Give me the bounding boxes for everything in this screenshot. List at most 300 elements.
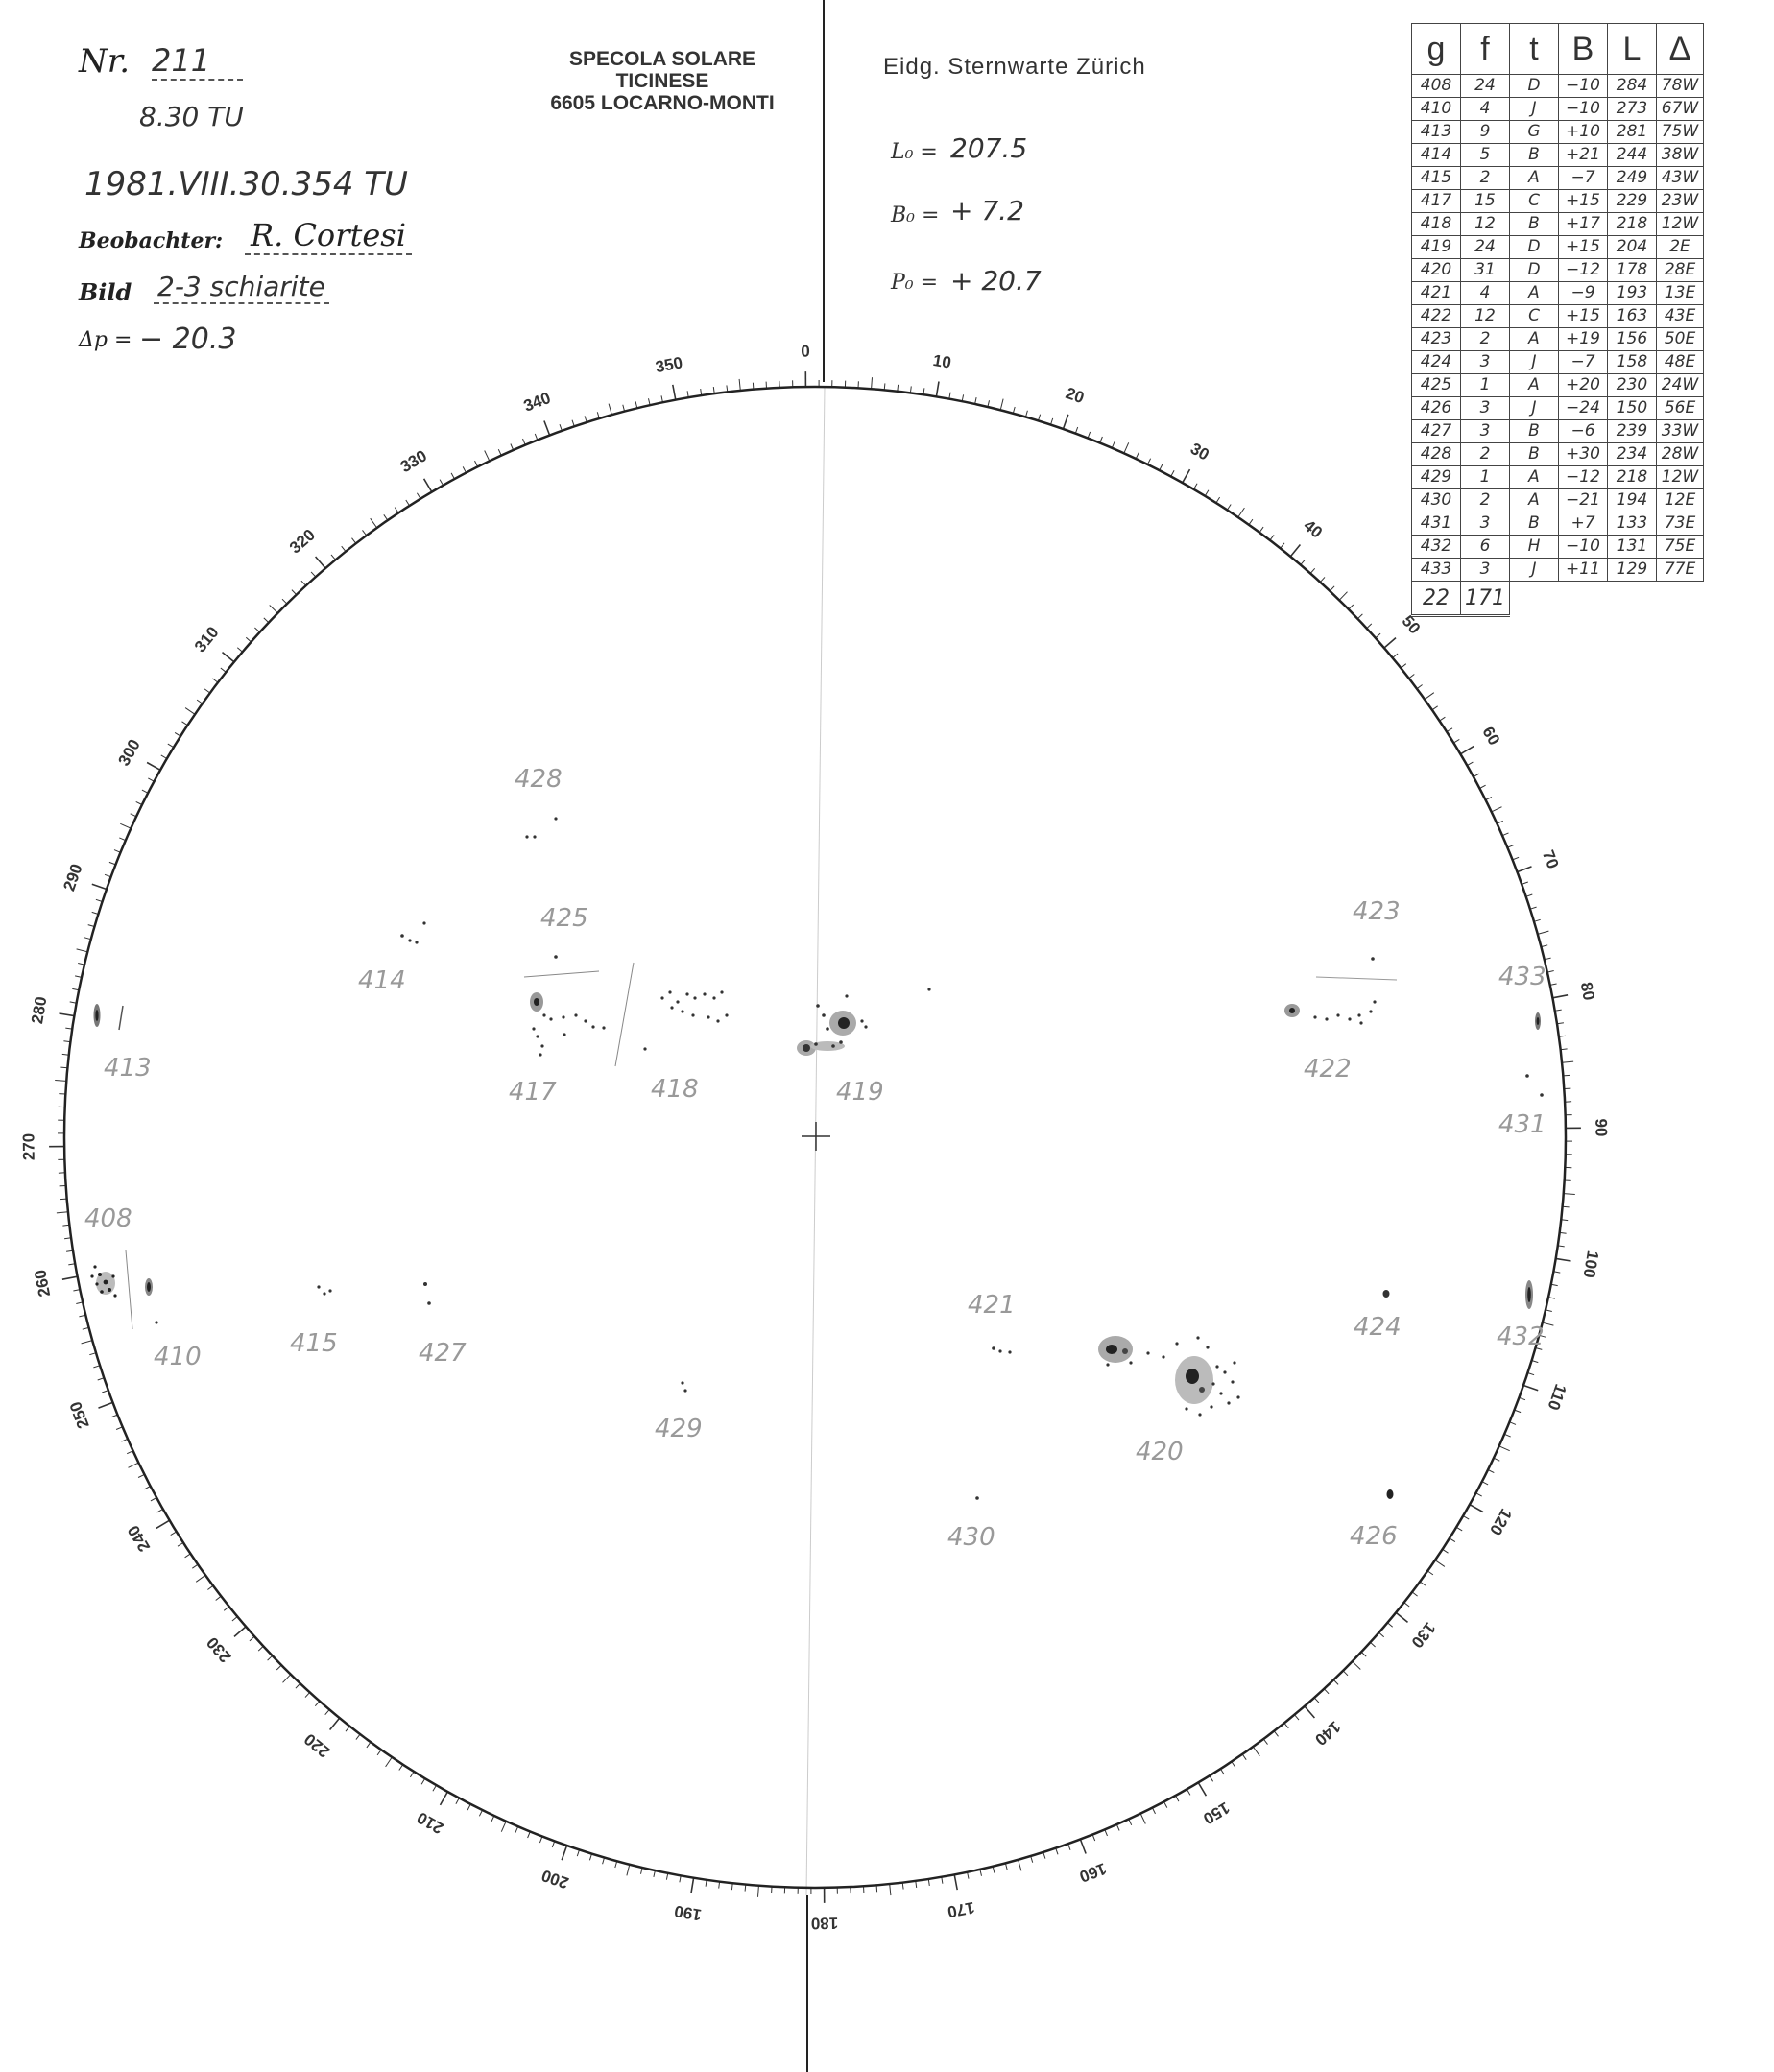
degree-tick — [562, 1846, 566, 1860]
observatory-line: SPECOLA SOLARE — [568, 48, 756, 70]
table-cell: 12W — [1657, 213, 1704, 236]
table-row — [1412, 328, 1704, 351]
sunspot-group-415 — [317, 1285, 331, 1295]
table-cell: 426 — [1412, 397, 1461, 420]
total-groups: 22 — [1412, 582, 1461, 616]
table-cell: 133 — [1608, 512, 1657, 536]
table-cell: A — [1510, 466, 1559, 489]
table-cell: 249 — [1608, 167, 1657, 190]
table-cell: 273 — [1608, 98, 1657, 121]
degree-tick — [1064, 415, 1068, 429]
table-cell: 12 — [1461, 305, 1510, 328]
degree-tick — [283, 1675, 291, 1683]
sunspot-group-432 — [1525, 1280, 1533, 1309]
table-cell: 413 — [1412, 121, 1461, 144]
degree-tick — [485, 451, 490, 462]
table-cell: +15 — [1559, 305, 1608, 328]
degree-tick — [441, 1792, 448, 1805]
table-cell: 3 — [1461, 512, 1510, 536]
table-cell: 425 — [1412, 374, 1461, 397]
table-cell: 73E — [1657, 512, 1704, 536]
table-cell: +10 — [1559, 121, 1608, 144]
table-cell: +15 — [1559, 190, 1608, 213]
degree-tick — [1518, 867, 1532, 872]
degree-label: 170 — [946, 1897, 976, 1921]
degree-tick — [424, 479, 432, 492]
table-cell: 433 — [1412, 559, 1461, 582]
table-cell: 43E — [1657, 305, 1704, 328]
table-cell: +7 — [1559, 512, 1608, 536]
sunspot-group-433 — [1535, 1012, 1541, 1030]
table-row — [1412, 190, 1704, 213]
observatory-line: 6605 LOCARNO-MONTI — [550, 92, 775, 114]
degree-label: 70 — [1538, 847, 1563, 871]
table-cell: 3 — [1461, 420, 1510, 443]
table-cell: J — [1510, 98, 1559, 121]
table-row — [1412, 167, 1704, 190]
degree-tick — [99, 1402, 113, 1408]
table-cell: 33W — [1657, 420, 1704, 443]
table-row — [1412, 75, 1704, 98]
table-row — [1412, 443, 1704, 466]
table-row — [1412, 98, 1704, 121]
sunspot-group-425 — [524, 955, 599, 977]
degree-tick — [92, 884, 107, 889]
table-cell: 410 — [1412, 98, 1461, 121]
table-cell: 28W — [1657, 443, 1704, 466]
sunspot-group-408 — [90, 1250, 132, 1329]
degree-tick — [1140, 1814, 1145, 1824]
table-cell: A — [1510, 489, 1559, 512]
group-label: 428 — [515, 765, 563, 794]
degree-tick — [386, 1757, 393, 1767]
total-spots: 171 — [1461, 582, 1510, 616]
degree-tick — [739, 379, 740, 391]
degree-tick — [1019, 1860, 1021, 1871]
table-cell: B — [1510, 144, 1559, 167]
group-label: 424 — [1354, 1313, 1402, 1342]
table-cell: H — [1510, 536, 1559, 559]
group-label: 414 — [358, 966, 406, 995]
group-label: 433 — [1498, 963, 1546, 991]
degree-tick — [270, 606, 278, 613]
table-total-row — [1412, 582, 1704, 616]
degree-tick — [1396, 1612, 1407, 1622]
table-cell: D — [1510, 236, 1559, 259]
table-row — [1412, 144, 1704, 167]
table-cell: 418 — [1412, 213, 1461, 236]
degree-tick — [147, 763, 160, 771]
l0-label: L₀ = — [891, 140, 938, 164]
degree-label: 50 — [1398, 611, 1425, 638]
degree-label: 280 — [28, 995, 51, 1026]
table-cell: 3 — [1461, 559, 1510, 582]
table-cell: 431 — [1412, 512, 1461, 536]
degree-tick — [1523, 1386, 1538, 1391]
sunspot-group-427 — [423, 1282, 431, 1305]
degree-label: 180 — [810, 1914, 839, 1933]
group-label: 410 — [154, 1343, 202, 1371]
table-cell: +15 — [1559, 236, 1608, 259]
table-cell: 422 — [1412, 305, 1461, 328]
table-cell: C — [1510, 305, 1559, 328]
table-cell: 218 — [1608, 466, 1657, 489]
table-cell: 2 — [1461, 443, 1510, 466]
sunspot-group-423 — [1316, 957, 1397, 980]
group-label: 425 — [540, 904, 588, 933]
table-row — [1412, 374, 1704, 397]
sunspot-group-421 — [992, 1346, 1011, 1353]
degree-label: 80 — [1576, 980, 1598, 1002]
p0-value: + 20.7 — [950, 265, 1042, 297]
degree-tick — [1305, 1706, 1315, 1718]
sunspot-group-428 — [525, 817, 557, 838]
degree-tick — [954, 1874, 957, 1890]
group-label: 423 — [1353, 897, 1401, 926]
table-cell: 281 — [1608, 121, 1657, 144]
group-label: 429 — [655, 1415, 703, 1443]
degree-tick — [1183, 469, 1190, 483]
degree-label: 110 — [1544, 1381, 1570, 1413]
table-cell: 12 — [1461, 213, 1510, 236]
degree-tick — [609, 404, 611, 416]
degree-label: 320 — [285, 525, 319, 558]
degree-label: 0 — [801, 342, 810, 361]
table-cell: 129 — [1608, 559, 1657, 582]
bild-value: 2-3 schiarite — [154, 271, 329, 304]
degree-tick — [1253, 1747, 1259, 1756]
degree-label: 220 — [300, 1729, 334, 1762]
b0-label: B₀ = — [891, 203, 940, 227]
table-cell: D — [1510, 259, 1559, 282]
sunspot-group-420 — [1098, 1336, 1240, 1417]
degree-label: 120 — [1486, 1505, 1516, 1538]
group-label: 432 — [1497, 1322, 1545, 1351]
table-cell: +11 — [1559, 559, 1608, 582]
table-cell: 9 — [1461, 121, 1510, 144]
degree-tick — [1339, 592, 1347, 601]
group-label: 421 — [968, 1291, 1016, 1320]
degree-label: 130 — [1407, 1618, 1440, 1652]
table-row — [1412, 397, 1704, 420]
table-cell: 430 — [1412, 489, 1461, 512]
table-cell: 38W — [1657, 144, 1704, 167]
degree-label: 90 — [1592, 1118, 1611, 1137]
degree-tick — [129, 1463, 139, 1467]
degree-label: 250 — [65, 1398, 93, 1432]
degree-tick — [55, 1081, 66, 1082]
sunspot-group-430 — [975, 1496, 979, 1500]
column-header: Δ — [1657, 24, 1704, 75]
table-header-row — [1412, 24, 1704, 75]
sunspot-group-422 — [1284, 1000, 1377, 1024]
degree-tick — [758, 1886, 759, 1897]
observer-label: Beobachter: — [79, 228, 224, 253]
table-cell: 193 — [1608, 282, 1657, 305]
degree-tick — [1353, 1661, 1361, 1669]
table-cell: 131 — [1608, 536, 1657, 559]
table-cell: +17 — [1559, 213, 1608, 236]
table-cell: +19 — [1559, 328, 1608, 351]
table-row — [1412, 536, 1704, 559]
empty-cell — [1510, 582, 1559, 616]
degree-label: 60 — [1478, 723, 1504, 749]
table-cell: A — [1510, 167, 1559, 190]
table-cell: +21 — [1559, 144, 1608, 167]
table-cell: B — [1510, 213, 1559, 236]
degree-tick — [1564, 1194, 1575, 1195]
sunspot-group-table — [1411, 23, 1704, 617]
table-row — [1412, 489, 1704, 512]
column-header: t — [1510, 24, 1559, 75]
table-cell: 417 — [1412, 190, 1461, 213]
degree-label: 310 — [190, 623, 223, 656]
degree-label: 190 — [673, 1901, 704, 1924]
degree-label: 350 — [654, 353, 684, 377]
table-cell: 218 — [1608, 213, 1657, 236]
table-cell: 204 — [1608, 236, 1657, 259]
sunspot-group-414 — [400, 921, 425, 943]
degree-tick — [890, 1884, 891, 1895]
degree-tick — [196, 1575, 205, 1582]
degree-tick — [872, 377, 873, 389]
table-cell: 5 — [1461, 144, 1510, 167]
p0-label: P₀ = — [891, 271, 939, 295]
degree-tick — [1238, 508, 1245, 517]
observation-date: 1981.VIII.30.354 TU — [84, 165, 408, 203]
table-cell: 234 — [1608, 443, 1657, 466]
degree-label: 20 — [1063, 383, 1087, 408]
degree-tick — [57, 1212, 68, 1213]
degree-label: 200 — [539, 1866, 571, 1893]
table-cell: 78W — [1657, 75, 1704, 98]
degree-tick — [1492, 807, 1502, 812]
degree-label: 160 — [1076, 1859, 1110, 1887]
bild-label: Bild — [79, 278, 132, 306]
degree-tick — [1552, 995, 1568, 998]
degree-label: 290 — [60, 861, 86, 893]
table-cell: −9 — [1559, 282, 1608, 305]
group-label: 427 — [419, 1339, 467, 1368]
empty-cell — [1608, 582, 1657, 616]
table-cell: 2 — [1461, 167, 1510, 190]
observatory-line: TICINESE — [615, 70, 709, 92]
table-cell: −6 — [1559, 420, 1608, 443]
degree-tick — [77, 949, 88, 952]
degree-label: 300 — [114, 736, 144, 770]
center-cross — [802, 1122, 830, 1151]
table-row — [1412, 236, 1704, 259]
degree-tick — [60, 1013, 75, 1016]
table-cell: 423 — [1412, 328, 1461, 351]
table-cell: 2 — [1461, 328, 1510, 351]
degree-tick — [1124, 442, 1129, 453]
table-cell: 4 — [1461, 282, 1510, 305]
table-row — [1412, 213, 1704, 236]
degree-tick — [330, 1718, 340, 1729]
degree-label: 330 — [396, 446, 430, 477]
degree-label: 340 — [520, 388, 554, 416]
degree-tick — [223, 653, 234, 662]
table-cell: 432 — [1412, 536, 1461, 559]
table-cell: 194 — [1608, 489, 1657, 512]
b0-value: + 7.2 — [950, 195, 1024, 226]
table-cell: 421 — [1412, 282, 1461, 305]
degree-tick — [1425, 693, 1434, 700]
table-cell: J — [1510, 559, 1559, 582]
degree-tick — [1556, 1258, 1571, 1261]
degree-tick — [1470, 1505, 1483, 1512]
column-header: B — [1559, 24, 1608, 75]
sunspot-group-413 — [94, 1004, 124, 1030]
table-cell: −7 — [1559, 167, 1608, 190]
table-cell: −12 — [1559, 259, 1608, 282]
sunspot-group-418 — [643, 990, 728, 1050]
table-cell: 2 — [1461, 489, 1510, 512]
table-cell: 414 — [1412, 144, 1461, 167]
table-cell: −24 — [1559, 397, 1608, 420]
group-label: 415 — [290, 1329, 338, 1358]
degree-tick — [371, 518, 377, 528]
degree-label: 10 — [931, 350, 953, 372]
delta-p-label: Δp = — [79, 328, 132, 352]
table-cell: 24 — [1461, 236, 1510, 259]
degree-tick — [1080, 1840, 1086, 1854]
table-cell: 75W — [1657, 121, 1704, 144]
degree-label: 210 — [414, 1808, 447, 1838]
table-cell: 419 — [1412, 236, 1461, 259]
table-cell: 12W — [1657, 466, 1704, 489]
solar-limb — [64, 387, 1566, 1888]
table-cell: 163 — [1608, 305, 1657, 328]
table-cell: 12E — [1657, 489, 1704, 512]
group-label: 418 — [651, 1075, 699, 1104]
sunspot-group-426 — [1387, 1489, 1394, 1499]
group-label: 408 — [84, 1204, 132, 1233]
table-cell: +20 — [1559, 374, 1608, 397]
table-row — [1412, 259, 1704, 282]
degree-label: 270 — [19, 1132, 38, 1161]
table-cell: 158 — [1608, 351, 1657, 374]
table-cell: 15 — [1461, 190, 1510, 213]
table-cell: J — [1510, 397, 1559, 420]
table-cell: 428 — [1412, 443, 1461, 466]
sunspot-group-417 — [530, 963, 634, 1066]
degree-tick — [120, 823, 131, 828]
table-cell: 229 — [1608, 190, 1657, 213]
degree-label: 150 — [1200, 1798, 1234, 1828]
observer-name: R. Cortesi — [245, 217, 412, 255]
degree-tick — [156, 1520, 170, 1528]
table-cell: 28E — [1657, 259, 1704, 282]
degree-tick — [544, 421, 550, 436]
sunspot-group-429 — [681, 1381, 686, 1392]
group-label: 420 — [1136, 1438, 1184, 1466]
observation-time: 8.30 TU — [139, 101, 244, 132]
degree-tick — [1499, 1446, 1510, 1451]
table-cell: 13E — [1657, 282, 1704, 305]
table-cell: 1 — [1461, 374, 1510, 397]
table-cell: 56E — [1657, 397, 1704, 420]
table-cell: 23W — [1657, 190, 1704, 213]
degree-label: 30 — [1187, 439, 1212, 464]
table-row — [1412, 282, 1704, 305]
degree-tick — [185, 708, 195, 715]
degree-tick — [316, 557, 326, 568]
table-cell: 24W — [1657, 374, 1704, 397]
degree-tick — [1538, 931, 1549, 934]
nr-value: 211 — [152, 42, 243, 81]
nr-label: Nr. — [79, 42, 131, 81]
column-header: g — [1412, 24, 1461, 75]
table-row — [1412, 305, 1704, 328]
degree-tick — [62, 1276, 78, 1279]
empty-cell — [1559, 582, 1608, 616]
table-cell: 24 — [1461, 75, 1510, 98]
table-cell: 230 — [1608, 374, 1657, 397]
sunspot-group-424 — [1383, 1290, 1390, 1298]
degree-tick — [234, 1627, 246, 1637]
table-row — [1412, 420, 1704, 443]
table-cell: 50E — [1657, 328, 1704, 351]
table-cell: −10 — [1559, 98, 1608, 121]
table-cell: 4 — [1461, 98, 1510, 121]
table-cell: 408 — [1412, 75, 1461, 98]
sunspot-group-410 — [145, 1278, 158, 1324]
degree-label: 100 — [1579, 1249, 1602, 1279]
degree-tick — [936, 382, 939, 397]
table-cell: 77E — [1657, 559, 1704, 582]
table-cell: A — [1510, 374, 1559, 397]
delta-p-value: − 20.3 — [139, 322, 237, 356]
table-cell: +30 — [1559, 443, 1608, 466]
degree-tick — [1435, 1560, 1445, 1567]
table-cell: 239 — [1608, 420, 1657, 443]
table-cell: 3 — [1461, 397, 1510, 420]
institution-name: Eidg. Sternwarte Zürich — [883, 54, 1146, 80]
group-label: 419 — [836, 1078, 884, 1107]
table-cell: −7 — [1559, 351, 1608, 374]
table-cell: 67W — [1657, 98, 1704, 121]
degree-label: 230 — [203, 1633, 235, 1667]
group-label: 430 — [947, 1523, 995, 1552]
degree-label: 240 — [124, 1522, 155, 1556]
table-cell: J — [1510, 351, 1559, 374]
degree-tick — [82, 1341, 93, 1344]
table-cell: 3 — [1461, 351, 1510, 374]
column-header: L — [1608, 24, 1657, 75]
table-cell: −21 — [1559, 489, 1608, 512]
degree-label: 260 — [31, 1268, 55, 1298]
degree-tick — [673, 385, 676, 400]
table-cell: A — [1510, 282, 1559, 305]
table-cell: 178 — [1608, 259, 1657, 282]
table-cell: 156 — [1608, 328, 1657, 351]
group-label: 417 — [509, 1078, 557, 1107]
empty-cell — [1657, 582, 1704, 616]
table-cell: 31 — [1461, 259, 1510, 282]
table-cell: B — [1510, 443, 1559, 466]
table-cell: B — [1510, 420, 1559, 443]
degree-scale — [19, 343, 1610, 1933]
table-cell: 150 — [1608, 397, 1657, 420]
degree-tick — [1198, 1782, 1206, 1796]
degree-tick — [1290, 545, 1300, 557]
table-cell: 6 — [1461, 536, 1510, 559]
column-header: f — [1461, 24, 1510, 75]
table-cell: −10 — [1559, 536, 1608, 559]
table-cell: D — [1510, 75, 1559, 98]
